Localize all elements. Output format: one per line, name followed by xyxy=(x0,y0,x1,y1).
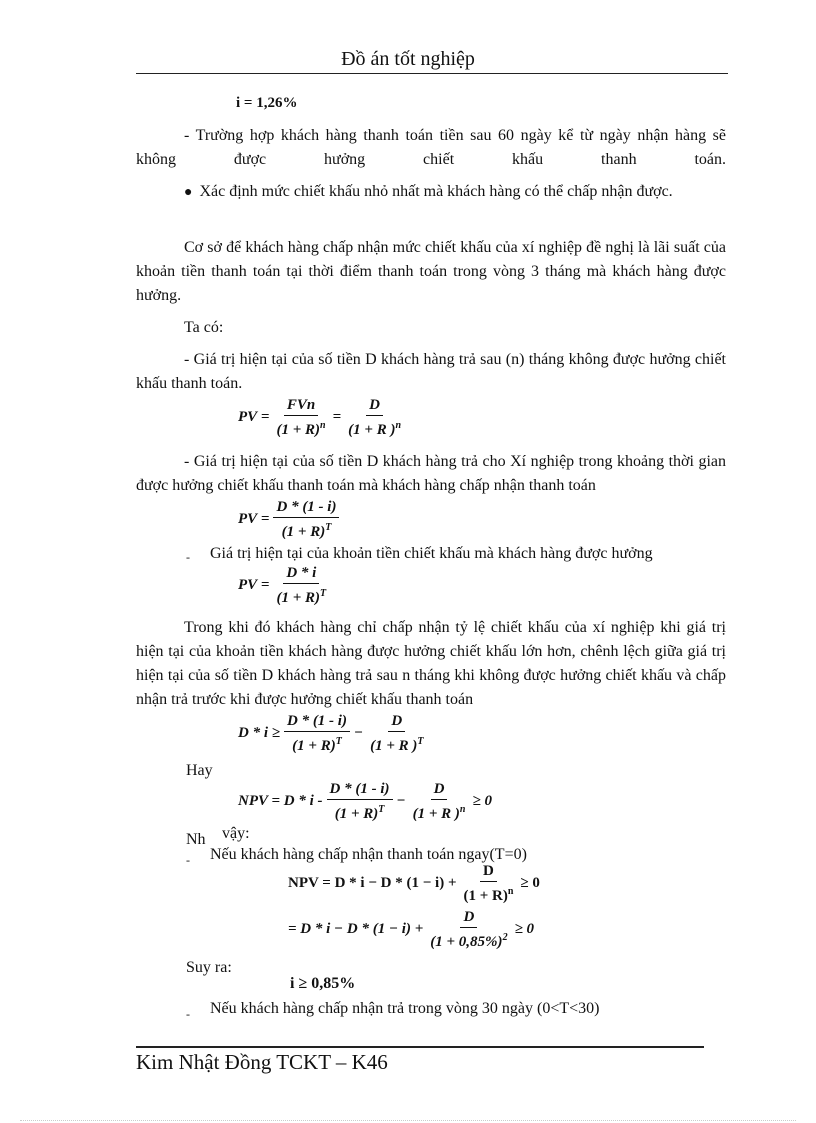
header-rule xyxy=(136,73,728,74)
fraction: $\frac{D * i}{(1 + R)^T}$ xyxy=(276,565,327,606)
formula-npv-t0-line1: NPV = D * i − D * (1 − i) + $\frac{D}{(1 + R)^n}$ ≥ 0 xyxy=(288,863,540,904)
suy-ra-label: Suy ra: xyxy=(186,959,232,976)
page-header-title: Đồ án tốt nghiệp xyxy=(341,48,475,70)
fraction: $\frac{D * (1 - i)}{(1 + R)^T}$ xyxy=(273,498,339,541)
line-case-30: Nếu khách hàng chấp nhận trả trong vòng 30 ngày (0<T<30) xyxy=(210,1000,600,1017)
nh-label: Nh xyxy=(186,831,206,848)
i-min-result: i ≥ 0,85% xyxy=(290,975,356,992)
paragraph-basis: Cơ sở để khách hàng chấp nhận mức chiết khấu của xí nghiệp đề nghị là lãi suất của khoản tiền thanh toán tại thời điểm thanh toán trong vòng 3 tháng mà khách hàng được hưởng. xyxy=(136,239,726,304)
paragraph-pv-with-discount: - Giá trị hiện tại của số tiền D khách hàng trả cho Xí nghiệp trong khoảng thời gian được hưởng chiết khấu thanh toán mà khách hàng chấp nhận thanh toán xyxy=(136,453,726,494)
fraction: $\frac{D * (1 - i)}{(1 + R)^T}$ xyxy=(327,780,393,823)
formula-pv-discount-amount: PV = $\frac{D * i}{(1 + R)^T}$ xyxy=(238,564,333,607)
footer-author: Kim Nhật Đồng TCKT – K46 xyxy=(136,1050,388,1074)
paragraph-condition: Trong khi đó khách hàng chỉ chấp nhận tỷ lệ chiết khấu của xí nghiệp khi giá trị hiện tại của khoản tiền khách hàng được hưởng chiết khấu lớn hơn, chênh lệch giữa giá trị hiện tại của số tiền D khách hàng trả sau n tháng khi không được hưởng chiết khấu và chấp nhận trả trước khi được hưởng chiết khấu thanh toán xyxy=(136,619,726,708)
footer-rule xyxy=(136,1046,704,1048)
dash-marker: - xyxy=(186,1007,190,1021)
formula-npv-t0-line2: = D * i − D * (1 − i) + $\frac{D}{(1 + 0,85\%)^2}$ ≥ 0 xyxy=(288,909,535,950)
line-pv-discount-amount: Giá trị hiện tại của khoản tiền chiết khấu mà khách hàng được hưởng xyxy=(210,545,653,562)
formula-pv-no-discount: PV = $\frac{\text{FVn}}{(1 + R)^n}$ = $\frac{D}{(1 + R )^n}$ xyxy=(238,396,408,439)
line-case-t0: Nếu khách hàng chấp nhận thanh toán ngay(T=0) xyxy=(210,846,527,863)
bullet-dot-icon: ● xyxy=(184,185,200,200)
ta-co: Ta có: xyxy=(184,319,224,336)
fraction: $\frac{D}{(1 + R )^n}$ xyxy=(348,397,402,438)
fraction: $\frac{D * (1 - i)}{(1 + R)^T}$ xyxy=(284,712,350,755)
paragraph-pv-no-discount: - Giá trị hiện tại của số tiền D khách hàng trả sau (n) tháng không được hưởng chiết khấu thanh toán. xyxy=(136,351,726,392)
fraction: $\frac{D}{(1 + R )^T}$ xyxy=(370,713,424,754)
formula-condition: D * i ≥ $\frac{D * (1 - i)}{(1 + R)^T}$ − $\frac{D}{(1 + R )^T}$ xyxy=(238,712,430,755)
fraction: $\frac{\text{FVn}}{(1 + R)^n}$ xyxy=(276,397,326,438)
i-result: i = 1,26% xyxy=(236,95,298,111)
paragraph-case-60: - Trường hợp khách hàng thanh toán tiền sau 60 ngày kể từ ngày nhận hàng sẽ không được hưởng chiết khấu thanh toán. xyxy=(136,127,726,168)
dash-marker: - xyxy=(186,853,190,867)
page-bottom-border xyxy=(20,1120,796,1121)
fraction: $\frac{D}{(1 + R )^n}$ xyxy=(412,781,466,822)
bullet-paragraph: ● Xác định mức chiết khấu nhỏ nhất mà khách hàng có thể chấp nhận được. xyxy=(184,183,673,200)
formula-pv-with-discount: PV = $\frac{D * (1 - i)}{(1 + R)^T}$ xyxy=(238,498,343,541)
fraction: $\frac{D}{(1 + 0,85\%)^2}$ xyxy=(430,909,508,950)
dash-marker: - xyxy=(186,550,190,564)
fraction: $\frac{D}{(1 + R)^n}$ xyxy=(463,863,514,904)
hay-label: Hay xyxy=(186,762,213,779)
formula-npv: NPV = D * i - $\frac{D * (1 - i)}{(1 + R)^T}$ − $\frac{D}{(1 + R )^n}$ ≥ 0 xyxy=(238,781,492,822)
vay-label: vậy: xyxy=(222,825,250,842)
